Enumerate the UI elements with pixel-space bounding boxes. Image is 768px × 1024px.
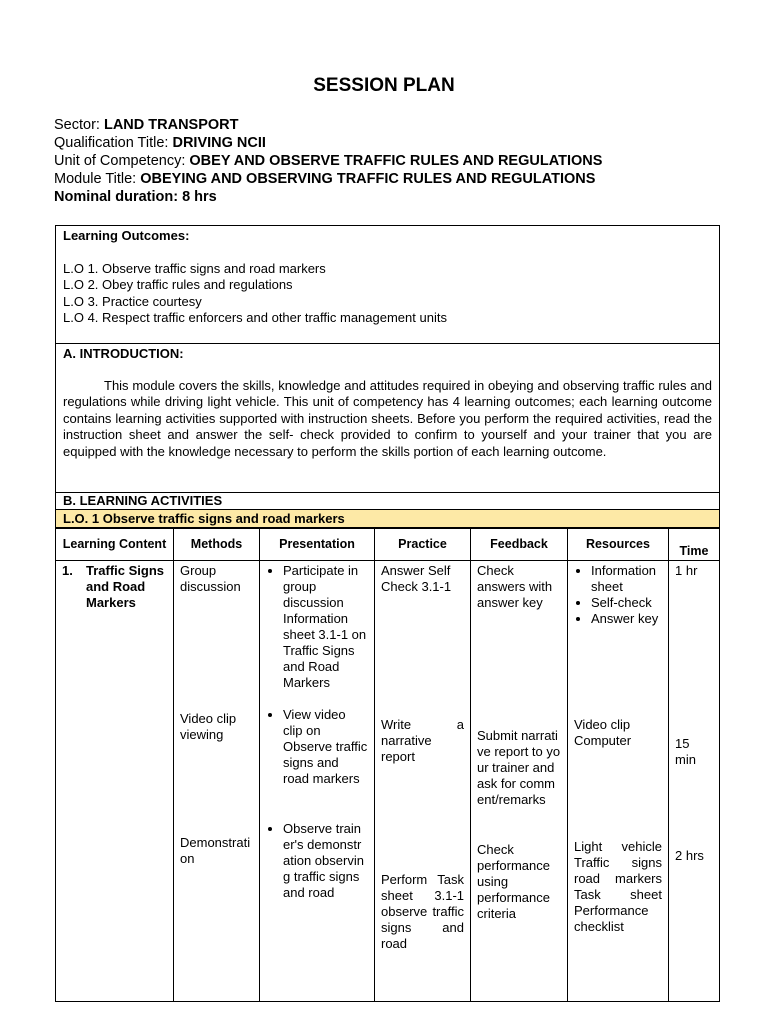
learning-outcomes-heading: Learning Outcomes: — [63, 228, 190, 243]
presentation-item: • Participate in group discussion Information sheet 3.1-1 on Traffic Signs and Road Markers — [283, 563, 368, 691]
plan-metadata — [54, 116, 602, 206]
activities-table — [55, 528, 720, 1002]
resource-item: Light vehicle Traffic signs road markers Task sheet Performance checklist — [574, 839, 662, 934]
practice-item: Answer Self Check 3.1-1 — [381, 563, 452, 594]
presentation-cell — [260, 561, 375, 1002]
feedback-item: Submit narrative report to your trainer and ask for comment/remarks — [477, 728, 561, 807]
lo-item: L.O 2. Obey traffic rules and regulations — [63, 277, 293, 292]
introduction-heading: A. INTRODUCTION: — [63, 346, 184, 361]
lo1-heading: L.O. 1 Observe traffic signs and road markers — [56, 510, 719, 528]
method-item: Video clip viewing — [180, 711, 237, 742]
lo-item: L.O 3. Practice courtesy — [63, 293, 202, 309]
unit-value: OBEY AND OBSERVE TRAFFIC RULES AND REGULATIONS — [189, 153, 603, 169]
column-header: Resources — [568, 529, 669, 561]
content-number: 1. — [62, 563, 73, 578]
qualification-line — [54, 134, 602, 152]
practice-item: Perform Task sheet 3.1-1 observe traffic signs and road — [381, 872, 464, 951]
resources-cell — [568, 561, 669, 1002]
presentation-list — [266, 563, 368, 691]
introduction-section — [56, 344, 719, 493]
presentation-list — [266, 707, 368, 787]
feedback-cell — [471, 561, 568, 1002]
module-label: Module Title: — [54, 171, 141, 187]
resource-item: • Information sheet — [591, 563, 662, 595]
method-item: Group discussion — [180, 563, 241, 594]
feedback-item: Check answers with answer key — [477, 563, 553, 610]
qualification-value: DRIVING NCII — [172, 135, 266, 151]
qualification-label: Qualification Title: — [54, 135, 173, 151]
method-item: Demonstration — [180, 835, 251, 866]
resources-list — [574, 563, 662, 627]
table-row — [56, 561, 720, 1002]
time-cell — [669, 561, 720, 1002]
lo-item: L.O 1. Observe traffic signs and road markers — [63, 260, 326, 276]
time-item: 1 hr — [675, 563, 698, 578]
column-header: Feedback — [471, 529, 568, 561]
time-item: 2 hrs — [675, 848, 704, 863]
column-header: Practice — [375, 529, 471, 561]
time-item: 15 min — [675, 736, 696, 767]
resource-item: • Self-check — [591, 595, 662, 611]
content-title: Traffic Signs and Road Markers — [86, 563, 165, 610]
module-value: OBEYING AND OBSERVING TRAFFIC RULES AND REGULATIONS — [140, 171, 596, 187]
resource-item: • Answer key — [591, 611, 662, 627]
sector-label: Sector: — [54, 117, 104, 133]
learning-content-cell — [56, 561, 174, 1002]
page-title: SESSION PLAN — [313, 75, 455, 96]
module-line — [54, 170, 602, 188]
resource-item: Video clip Computer — [574, 717, 632, 748]
session-plan-frame — [55, 225, 720, 528]
methods-cell — [174, 561, 260, 1002]
column-header: Methods — [174, 529, 260, 561]
learning-outcomes-section — [56, 226, 719, 344]
table-header-row — [56, 529, 720, 561]
introduction-body: This module covers the skills, knowledge and attitudes required in obeying and observing traffic rules and regulations while driving light vehicle. This unit of competency has 4 learning outcomes; each learning outcome contains learning activities supported with instruction sheets. Before you perform the required activities, read the instruction sheet and answer the self- check provided to confirm to yourself and your trainer that you are equipped with the knowledge necessary to perform the skills portion of each learning outcome. — [63, 377, 712, 459]
presentation-item: • View video clip on Observe traffic signs and road markers — [283, 707, 368, 787]
practice-item: Write a narrative report — [381, 717, 464, 764]
lo-item: L.O 4. Respect traffic enforcers and other traffic management units — [63, 310, 447, 325]
sector-value: LAND TRANSPORT — [103, 117, 239, 133]
unit-line — [54, 152, 602, 170]
presentation-item: • Observe trainer's demonstration observing traffic signs and road — [283, 821, 368, 901]
feedback-item: Check performance using performance criteria — [477, 842, 550, 921]
unit-label: Unit of Competency: — [54, 153, 190, 169]
column-header: Time — [669, 529, 720, 561]
presentation-list — [266, 821, 368, 901]
learning-activities-heading: B. LEARNING ACTIVITIES — [56, 493, 719, 510]
duration-value: Nominal duration: 8 hrs — [54, 189, 217, 205]
sector-line — [54, 116, 602, 134]
practice-cell — [375, 561, 471, 1002]
column-header: Learning Content — [56, 529, 174, 561]
duration-line — [54, 188, 602, 206]
column-header: Presentation — [260, 529, 375, 561]
